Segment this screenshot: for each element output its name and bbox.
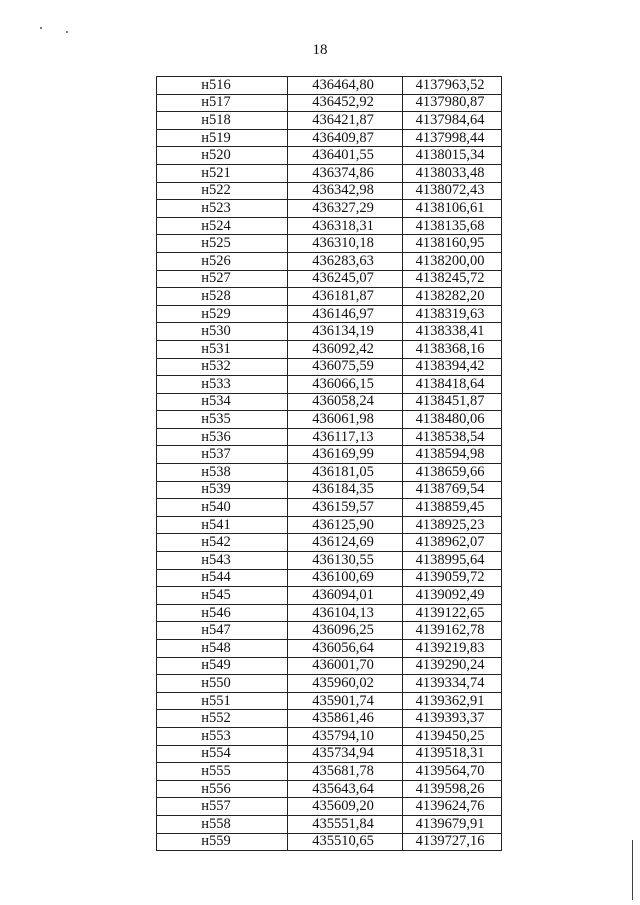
x-coordinate-cell: 436464,80 — [288, 77, 403, 95]
table-row — [157, 727, 502, 745]
y-coordinate-cell: 4138659,66 — [403, 464, 502, 482]
point-id-cell: н535 — [157, 411, 288, 429]
point-id-cell: н524 — [157, 217, 288, 235]
x-coordinate-cell: 435510,65 — [288, 833, 403, 851]
point-id-cell: н531 — [157, 340, 288, 358]
point-id-cell: н518 — [157, 112, 288, 130]
table-row — [157, 94, 502, 112]
x-coordinate-cell: 436066,15 — [288, 376, 403, 394]
point-id-cell: н558 — [157, 815, 288, 833]
point-id-cell: н521 — [157, 164, 288, 182]
y-coordinate-cell: 4139727,16 — [403, 833, 502, 851]
table-row — [157, 147, 502, 165]
x-coordinate-cell: 436058,24 — [288, 393, 403, 411]
y-coordinate-cell: 4139059,72 — [403, 569, 502, 587]
table-row — [157, 252, 502, 270]
x-coordinate-cell: 436075,59 — [288, 358, 403, 376]
table-row — [157, 428, 502, 446]
x-coordinate-cell: 435681,78 — [288, 763, 403, 781]
x-coordinate-cell: 436104,13 — [288, 604, 403, 622]
table-row — [157, 640, 502, 658]
table-row — [157, 798, 502, 816]
point-id-cell: н520 — [157, 147, 288, 165]
y-coordinate-cell: 4138418,64 — [403, 376, 502, 394]
x-coordinate-cell: 436401,55 — [288, 147, 403, 165]
point-id-cell: н519 — [157, 129, 288, 147]
y-coordinate-cell: 4137980,87 — [403, 94, 502, 112]
table-row — [157, 129, 502, 147]
x-coordinate-cell: 436094,01 — [288, 587, 403, 605]
coordinates-table — [156, 76, 502, 851]
table-row — [157, 393, 502, 411]
table-row — [157, 411, 502, 429]
table-row — [157, 833, 502, 851]
point-id-cell: н559 — [157, 833, 288, 851]
x-coordinate-cell: 436452,92 — [288, 94, 403, 112]
point-id-cell: н517 — [157, 94, 288, 112]
table-row — [157, 604, 502, 622]
x-coordinate-cell: 435901,74 — [288, 692, 403, 710]
table-row — [157, 499, 502, 517]
point-id-cell: н530 — [157, 323, 288, 341]
table-row — [157, 710, 502, 728]
table-row — [157, 305, 502, 323]
x-coordinate-cell: 436318,31 — [288, 217, 403, 235]
y-coordinate-cell: 4138033,48 — [403, 164, 502, 182]
x-coordinate-cell: 435643,64 — [288, 780, 403, 798]
y-coordinate-cell: 4138282,20 — [403, 288, 502, 306]
table-row — [157, 376, 502, 394]
x-coordinate-cell: 436125,90 — [288, 516, 403, 534]
point-id-cell: н550 — [157, 675, 288, 693]
x-coordinate-cell: 436169,99 — [288, 446, 403, 464]
x-coordinate-cell: 436181,05 — [288, 464, 403, 482]
point-id-cell: н539 — [157, 481, 288, 499]
table-row — [157, 675, 502, 693]
y-coordinate-cell: 4139679,91 — [403, 815, 502, 833]
table-row — [157, 657, 502, 675]
x-coordinate-cell: 435551,84 — [288, 815, 403, 833]
x-coordinate-cell: 436421,87 — [288, 112, 403, 130]
y-coordinate-cell: 4139219,83 — [403, 640, 502, 658]
table-row — [157, 622, 502, 640]
x-coordinate-cell: 436124,69 — [288, 534, 403, 552]
x-coordinate-cell: 436130,55 — [288, 552, 403, 570]
x-coordinate-cell: 436374,86 — [288, 164, 403, 182]
point-id-cell: н554 — [157, 745, 288, 763]
point-id-cell: н557 — [157, 798, 288, 816]
table-row — [157, 745, 502, 763]
point-id-cell: н551 — [157, 692, 288, 710]
table-row — [157, 763, 502, 781]
point-id-cell: н527 — [157, 270, 288, 288]
table-row — [157, 270, 502, 288]
table-row — [157, 815, 502, 833]
x-coordinate-cell: 436096,25 — [288, 622, 403, 640]
y-coordinate-cell: 4139362,91 — [403, 692, 502, 710]
point-id-cell: н545 — [157, 587, 288, 605]
x-coordinate-cell: 436001,70 — [288, 657, 403, 675]
y-coordinate-cell: 4138245,72 — [403, 270, 502, 288]
y-coordinate-cell: 4139624,76 — [403, 798, 502, 816]
point-id-cell: н525 — [157, 235, 288, 253]
table-row — [157, 77, 502, 95]
table-row — [157, 534, 502, 552]
x-coordinate-cell: 436117,13 — [288, 428, 403, 446]
point-id-cell: н548 — [157, 640, 288, 658]
y-coordinate-cell: 4139450,25 — [403, 727, 502, 745]
x-coordinate-cell: 436245,07 — [288, 270, 403, 288]
y-coordinate-cell: 4138160,95 — [403, 235, 502, 253]
table-row — [157, 200, 502, 218]
y-coordinate-cell: 4139290,24 — [403, 657, 502, 675]
y-coordinate-cell: 4137984,64 — [403, 112, 502, 130]
y-coordinate-cell: 4138925,23 — [403, 516, 502, 534]
point-id-cell: н526 — [157, 252, 288, 270]
y-coordinate-cell: 4138480,06 — [403, 411, 502, 429]
point-id-cell: н546 — [157, 604, 288, 622]
y-coordinate-cell: 4138015,34 — [403, 147, 502, 165]
table-row — [157, 182, 502, 200]
point-id-cell: н544 — [157, 569, 288, 587]
x-coordinate-cell: 436310,18 — [288, 235, 403, 253]
scan-speck — [40, 27, 42, 29]
scan-speck — [66, 31, 68, 33]
point-id-cell: н523 — [157, 200, 288, 218]
x-coordinate-cell: 436327,29 — [288, 200, 403, 218]
point-id-cell: н555 — [157, 763, 288, 781]
table-row — [157, 235, 502, 253]
point-id-cell: н556 — [157, 780, 288, 798]
point-id-cell: н552 — [157, 710, 288, 728]
y-coordinate-cell: 4137998,44 — [403, 129, 502, 147]
table-row — [157, 569, 502, 587]
point-id-cell: н538 — [157, 464, 288, 482]
table-row — [157, 164, 502, 182]
y-coordinate-cell: 4138394,42 — [403, 358, 502, 376]
point-id-cell: н547 — [157, 622, 288, 640]
point-id-cell: н522 — [157, 182, 288, 200]
point-id-cell: н516 — [157, 77, 288, 95]
table-row — [157, 358, 502, 376]
point-id-cell: н541 — [157, 516, 288, 534]
scan-edge-line — [632, 840, 633, 900]
point-id-cell: н543 — [157, 552, 288, 570]
point-id-cell: н529 — [157, 305, 288, 323]
y-coordinate-cell: 4138962,07 — [403, 534, 502, 552]
table-row — [157, 340, 502, 358]
table-row — [157, 516, 502, 534]
point-id-cell: н549 — [157, 657, 288, 675]
table-row — [157, 780, 502, 798]
y-coordinate-cell: 4139564,70 — [403, 763, 502, 781]
point-id-cell: н532 — [157, 358, 288, 376]
table-row — [157, 464, 502, 482]
table-row — [157, 112, 502, 130]
y-coordinate-cell: 4138319,63 — [403, 305, 502, 323]
y-coordinate-cell: 4139334,74 — [403, 675, 502, 693]
y-coordinate-cell: 4139122,65 — [403, 604, 502, 622]
table-row — [157, 552, 502, 570]
table-row — [157, 587, 502, 605]
x-coordinate-cell: 436100,69 — [288, 569, 403, 587]
point-id-cell: н553 — [157, 727, 288, 745]
y-coordinate-cell: 4139162,78 — [403, 622, 502, 640]
x-coordinate-cell: 436061,98 — [288, 411, 403, 429]
point-id-cell: н542 — [157, 534, 288, 552]
point-id-cell: н536 — [157, 428, 288, 446]
y-coordinate-cell: 4138072,43 — [403, 182, 502, 200]
y-coordinate-cell: 4138995,64 — [403, 552, 502, 570]
y-coordinate-cell: 4137963,52 — [403, 77, 502, 95]
x-coordinate-cell: 435960,02 — [288, 675, 403, 693]
y-coordinate-cell: 4138338,41 — [403, 323, 502, 341]
y-coordinate-cell: 4138594,98 — [403, 446, 502, 464]
y-coordinate-cell: 4138200,00 — [403, 252, 502, 270]
y-coordinate-cell: 4138538,54 — [403, 428, 502, 446]
x-coordinate-cell: 436184,35 — [288, 481, 403, 499]
x-coordinate-cell: 435861,46 — [288, 710, 403, 728]
x-coordinate-cell: 436146,97 — [288, 305, 403, 323]
table-row — [157, 323, 502, 341]
x-coordinate-cell: 435794,10 — [288, 727, 403, 745]
table-row — [157, 217, 502, 235]
x-coordinate-cell: 436056,64 — [288, 640, 403, 658]
x-coordinate-cell: 436134,19 — [288, 323, 403, 341]
table-row — [157, 446, 502, 464]
point-id-cell: н528 — [157, 288, 288, 306]
x-coordinate-cell: 436181,87 — [288, 288, 403, 306]
table-row — [157, 692, 502, 710]
y-coordinate-cell: 4139518,31 — [403, 745, 502, 763]
y-coordinate-cell: 4138368,16 — [403, 340, 502, 358]
point-id-cell: н533 — [157, 376, 288, 394]
x-coordinate-cell: 435734,94 — [288, 745, 403, 763]
point-id-cell: н534 — [157, 393, 288, 411]
point-id-cell: н537 — [157, 446, 288, 464]
point-id-cell: н540 — [157, 499, 288, 517]
table-row — [157, 481, 502, 499]
x-coordinate-cell: 436159,57 — [288, 499, 403, 517]
y-coordinate-cell: 4139598,26 — [403, 780, 502, 798]
y-coordinate-cell: 4138135,68 — [403, 217, 502, 235]
y-coordinate-cell: 4138769,54 — [403, 481, 502, 499]
x-coordinate-cell: 436409,87 — [288, 129, 403, 147]
x-coordinate-cell: 436283,63 — [288, 252, 403, 270]
y-coordinate-cell: 4138859,45 — [403, 499, 502, 517]
x-coordinate-cell: 436342,98 — [288, 182, 403, 200]
page-number: 18 — [312, 42, 328, 58]
y-coordinate-cell: 4139393,37 — [403, 710, 502, 728]
x-coordinate-cell: 436092,42 — [288, 340, 403, 358]
y-coordinate-cell: 4138106,61 — [403, 200, 502, 218]
y-coordinate-cell: 4138451,87 — [403, 393, 502, 411]
x-coordinate-cell: 435609,20 — [288, 798, 403, 816]
table-row — [157, 288, 502, 306]
y-coordinate-cell: 4139092,49 — [403, 587, 502, 605]
